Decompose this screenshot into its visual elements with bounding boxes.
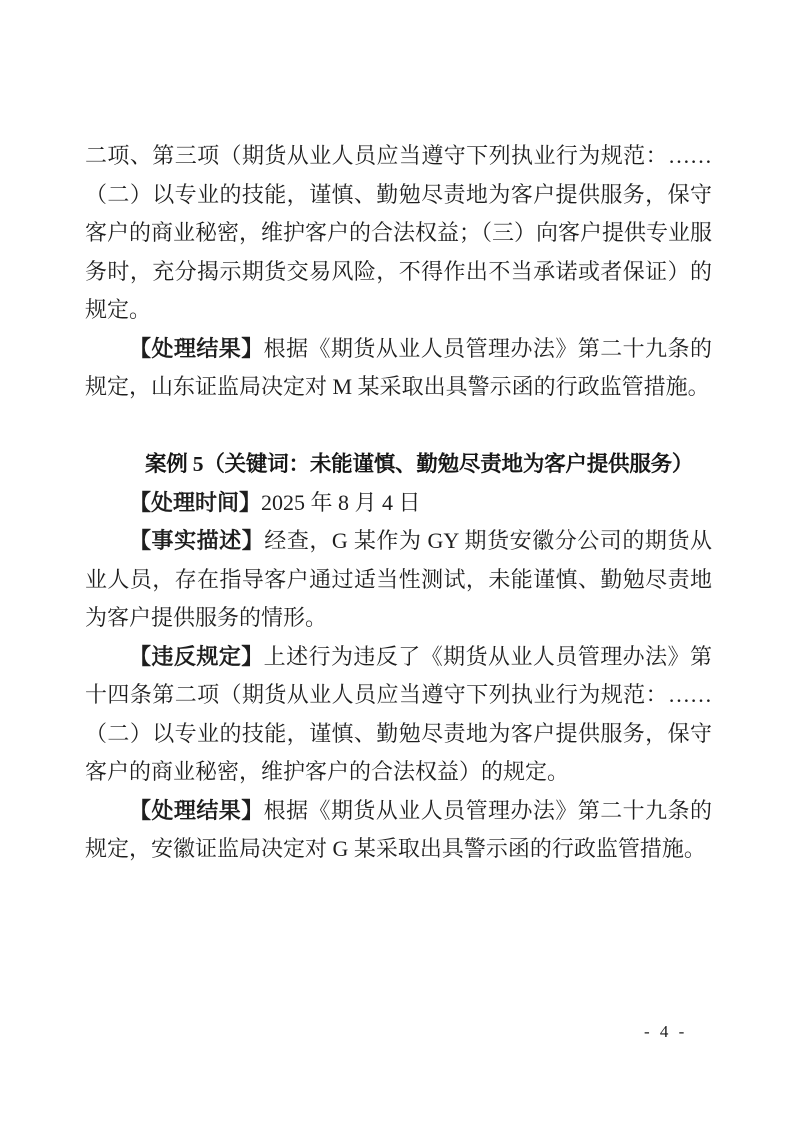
facts-text: 经查，G 某作为 GY 期货安徽分公司的期货从业人员，存在指导客户通过适当性测试，未能谨慎、勤勉尽责地为客户提供服务的情形。 <box>85 528 712 630</box>
paragraph-case5-violation <box>85 638 712 792</box>
time-text: 2025 年 8 月 4 日 <box>261 489 421 515</box>
result-text: 根据《期货从业人员管理办法》第二十九条的规定，山东证监局决定对 M 某采取出具警示函的行政监管措施。 <box>85 335 712 399</box>
paragraph-case5-time <box>85 484 712 523</box>
result-label: 【处理结果】 <box>129 335 264 361</box>
violation-label: 【违反规定】 <box>129 643 264 669</box>
paragraph-case5-result <box>85 792 712 869</box>
paragraph-case4-result <box>85 330 712 407</box>
paragraph-case5-facts <box>85 522 712 638</box>
document-content <box>85 137 712 869</box>
paragraph-continuation: 二项、第三项（期货从业人员应当遵守下列执业行为规范：……（二）以专业的技能，谨慎、勤勉尽责地为客户提供服务，保守客户的商业秘密，维护客户的合法权益；（三）向客户提供专业服务时，充分揭示期货交易风险，不得作出不当承诺或者保证）的规定。 <box>85 143 713 322</box>
facts-label: 【事实描述】 <box>129 528 265 553</box>
violation-text: 上述行为违反了《期货从业人员管理办法》第十四条第二项（期货从业人员应当遵守下列执业行为规范：……（二）以专业的技能，谨慎、勤勉尽责地为客户提供服务，保守客户的商业秘密，维护客户的合法权益）的规定。 <box>85 643 712 784</box>
time-label: 【处理时间】 <box>129 489 262 515</box>
case5-heading: 案例 5（关键词：未能谨慎、勤勉尽责地为客户提供服务） <box>145 452 694 476</box>
page-number: - 4 - <box>644 1022 688 1041</box>
result-text: 根据《期货从业人员管理办法》第二十九条的规定，安徽证监局决定对 G 某采取出具警示函的行政监管措施。 <box>85 797 712 861</box>
result-label: 【处理结果】 <box>129 797 264 823</box>
